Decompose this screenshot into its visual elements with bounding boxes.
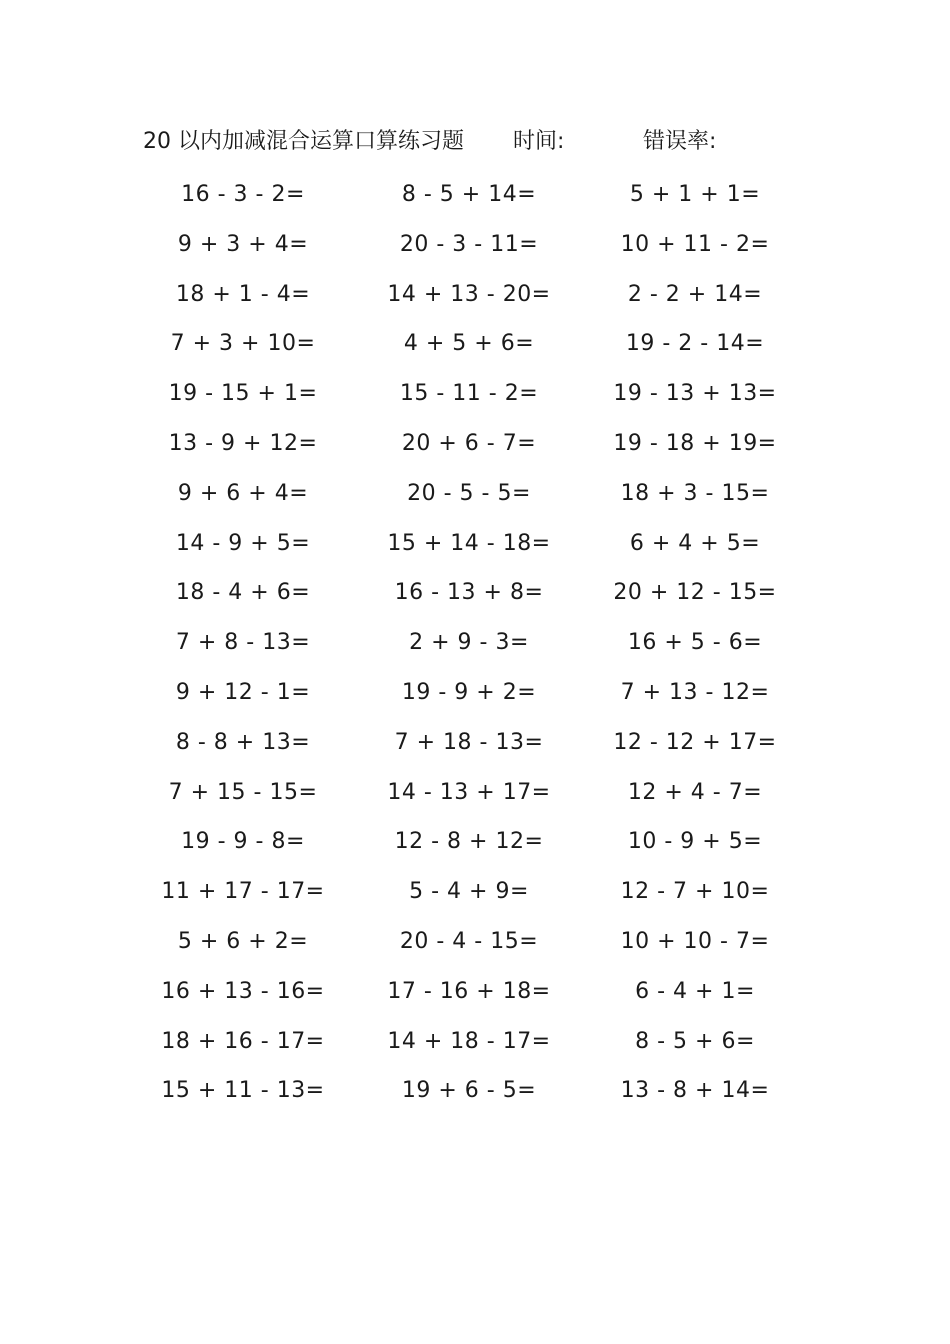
problem-item: 9 + 12 - 1= (175, 679, 311, 705)
problem-item: 4 + 5 + 6= (403, 331, 535, 357)
problem-item: 9 + 3 + 4= (177, 231, 309, 257)
problem-item: 20 - 4 - 15= (399, 928, 539, 954)
problem-item: 14 + 13 - 20= (387, 281, 551, 307)
problem-item: 15 + 11 - 13= (161, 1078, 325, 1104)
problem-row (130, 967, 810, 1017)
problem-item: 8 - 5 + 6= (635, 1028, 755, 1054)
problem-row (130, 668, 810, 718)
problem-item: 16 + 5 - 6= (627, 630, 763, 656)
problem-item: 19 - 2 - 14= (625, 331, 765, 357)
problem-row (130, 768, 810, 818)
problem-grid (130, 170, 810, 1116)
problem-item: 20 - 3 - 11= (399, 231, 539, 257)
problem-item: 15 + 14 - 18= (387, 530, 551, 556)
problem-row (130, 618, 810, 668)
problem-row (130, 270, 810, 320)
problem-row (130, 519, 810, 569)
problem-item: 19 - 13 + 13= (613, 381, 777, 407)
problem-item: 7 + 13 - 12= (620, 679, 770, 705)
problem-item: 14 - 13 + 17= (387, 779, 551, 805)
problem-item: 6 - 4 + 1= (635, 978, 755, 1004)
problem-item: 12 - 8 + 12= (394, 829, 544, 855)
problem-item: 8 - 8 + 13= (175, 729, 311, 755)
problem-item: 19 - 15 + 1= (168, 381, 318, 407)
problem-row (130, 1066, 810, 1116)
problem-item: 12 - 12 + 17= (613, 729, 777, 755)
problem-row (130, 718, 810, 768)
problem-item: 10 + 11 - 2= (620, 231, 770, 257)
problem-row (130, 469, 810, 519)
problem-item: 19 - 18 + 19= (613, 430, 777, 456)
worksheet-header (143, 124, 823, 160)
problem-item: 13 - 8 + 14= (620, 1078, 770, 1104)
problem-row (130, 220, 810, 270)
problem-row (130, 568, 810, 618)
problem-item: 2 + 9 - 3= (409, 630, 529, 656)
problem-item: 2 - 2 + 14= (627, 281, 763, 307)
problem-item: 10 + 10 - 7= (620, 928, 770, 954)
problem-item: 10 - 9 + 5= (627, 829, 763, 855)
problem-item: 18 + 16 - 17= (161, 1028, 325, 1054)
problem-item: 7 + 8 - 13= (175, 630, 311, 656)
problem-item: 19 - 9 - 8= (181, 829, 305, 855)
problem-item: 5 - 4 + 9= (409, 879, 529, 905)
problem-item: 7 + 18 - 13= (394, 729, 544, 755)
problem-item: 5 + 1 + 1= (629, 182, 761, 207)
error-rate-label: 错误率: (643, 129, 717, 154)
problem-item: 11 + 17 - 17= (161, 879, 325, 905)
problem-item: 20 + 6 - 7= (401, 430, 537, 456)
problem-item: 13 - 9 + 12= (168, 430, 318, 456)
problem-row (130, 1017, 810, 1067)
problem-item: 7 + 15 - 15= (168, 779, 318, 805)
problem-item: 18 - 4 + 6= (175, 580, 311, 606)
problem-item: 6 + 4 + 5= (629, 530, 761, 556)
problem-item: 16 - 13 + 8= (394, 580, 544, 606)
time-label: 时间: (513, 129, 565, 154)
problem-item: 14 + 18 - 17= (387, 1028, 551, 1054)
problem-row (130, 369, 810, 419)
problem-row (130, 917, 810, 967)
problem-item: 16 - 3 - 2= (181, 182, 305, 207)
problem-item: 9 + 6 + 4= (177, 480, 309, 506)
problem-item: 20 + 12 - 15= (613, 580, 777, 606)
problem-row (130, 867, 810, 917)
problem-item: 5 + 6 + 2= (177, 928, 309, 954)
problem-item: 19 + 6 - 5= (401, 1078, 537, 1104)
problem-item: 20 - 5 - 5= (407, 480, 531, 506)
problem-item: 18 + 1 - 4= (175, 281, 311, 307)
problem-item: 15 - 11 - 2= (399, 381, 539, 407)
problem-item: 7 + 3 + 10= (170, 331, 316, 357)
problem-item: 17 - 16 + 18= (387, 978, 551, 1004)
worksheet-title: 20 以内加减混合运算口算练习题 (143, 129, 464, 154)
problem-item: 12 - 7 + 10= (620, 879, 770, 905)
problem-item: 14 - 9 + 5= (175, 530, 311, 556)
problem-row (130, 419, 810, 469)
problem-item: 16 + 13 - 16= (161, 978, 325, 1004)
problem-row (130, 319, 810, 369)
problem-row (130, 817, 810, 867)
problem-item: 19 - 9 + 2= (401, 679, 537, 705)
problem-item: 8 - 5 + 14= (401, 182, 537, 207)
problem-row (130, 170, 810, 220)
problem-item: 12 + 4 - 7= (627, 779, 763, 805)
problem-item: 18 + 3 - 15= (620, 480, 770, 506)
